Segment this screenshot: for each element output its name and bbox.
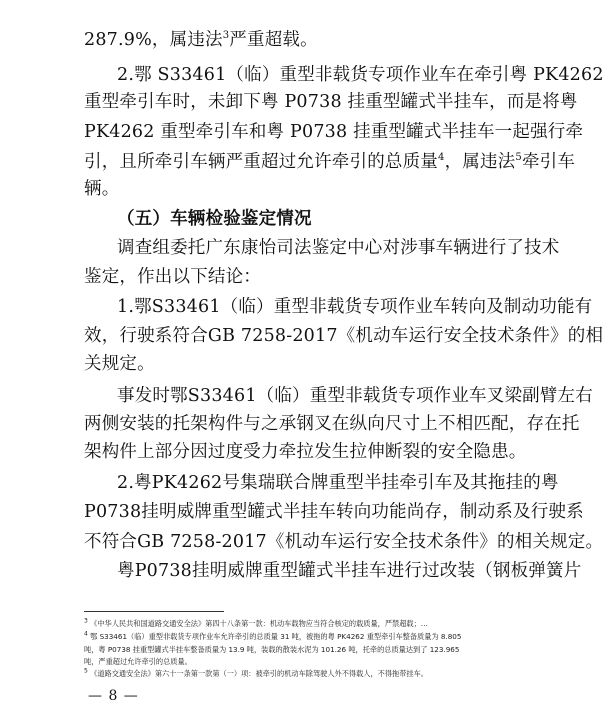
body-line-12: 关规定。 xyxy=(84,354,155,374)
body-line-14: 两侧安装的托架构件与之承钢叉在纵向尺寸上不相匹配，存在托 xyxy=(84,414,580,434)
body-line-4: PK4262 重型牵引车和粤 P0738 挂重型罐式半挂车一起强行牵 xyxy=(84,122,584,142)
body-line-18: 不符合GB 7258-2017《机动车运行安全技术条件》的相关规定。 xyxy=(84,532,604,552)
footnote-5: $^5$ 《道路交通安全法》第六十一条第一款第（一）项：被牵引的机动车除驾驶人外不得载人，不得拖带挂车。 xyxy=(84,667,428,678)
body-line-11: 效，行驶系符合GB 7258-2017《机动车运行安全技术条件》的相 xyxy=(84,326,604,346)
footnote-4-cont2: 吨，严重超过允许牵引的总质量。 xyxy=(84,657,192,666)
body-line-13: 事发时鄂S33461（临）重型非载货专项作业车叉梁副臂左右 xyxy=(117,386,593,406)
body-line-5: 引，且所牵引车辆严重超过允许牵引的总质量$^4$，属违法$^5$牵引车 xyxy=(84,152,576,172)
footnote-divider xyxy=(84,611,224,612)
section-heading: （五）车辆检验鉴定情况 xyxy=(117,209,312,229)
page-number: — 8 — xyxy=(88,688,139,704)
body-line-3: 重型牵引车时，未卸下粤 P0738 挂重型罐式半挂车，而是将粤 xyxy=(84,92,578,112)
body-line-19: 粤P0738挂明威牌重型罐式半挂车进行过改装（钢板弹簧片 xyxy=(117,561,582,581)
body-line-6: 辆。 xyxy=(84,179,120,199)
footnote-4: $^4$ 鄂 S33461（临）重型非载货专项作业车允许牵引的总质量 31 吨，被拖的粤 PK4262 重型牵引车整备质量为 8.805 xyxy=(84,630,462,641)
footnote-3: $^3$ 《中华人民共和国道路交通安全法》第四十八条第一款：机动车载物应当符合核定的载质量，严禁超载；… xyxy=(84,617,428,628)
body-line-2: 2.鄂 S33461（临）重型非载货专项作业车在牵引粤 PK4262 xyxy=(117,65,604,85)
body-line-8: 调查组委托广东康怡司法鉴定中心对涉事车辆进行了技术 xyxy=(117,238,560,258)
body-line-15: 架构件上部分因过度受力牵拉发生拉伸断裂的安全隐患。 xyxy=(84,442,527,462)
body-line-16: 2.粤PK4262号集瑞联合牌重型半挂牵引车及其拖挂的粤 xyxy=(117,473,559,493)
body-line-1: 287.9%，属违法$^3$严重超载。 xyxy=(84,30,318,50)
body-line-9: 鉴定，作出以下结论： xyxy=(84,267,261,287)
footnote-4-cont: 吨，粤 P0738 挂重型罐式半挂车整备质量为 13.9 吨，装载的散装水泥为 101.26 吨，托牵的总质量达到了 123.965 xyxy=(84,645,460,654)
body-line-17: P0738挂明威牌重型罐式半挂车转向功能尚存，制动系及行驶系 xyxy=(84,502,584,522)
body-line-10: 1.鄂S33461（临）重型非载货专项作业车转向及制动功能有 xyxy=(117,297,593,317)
